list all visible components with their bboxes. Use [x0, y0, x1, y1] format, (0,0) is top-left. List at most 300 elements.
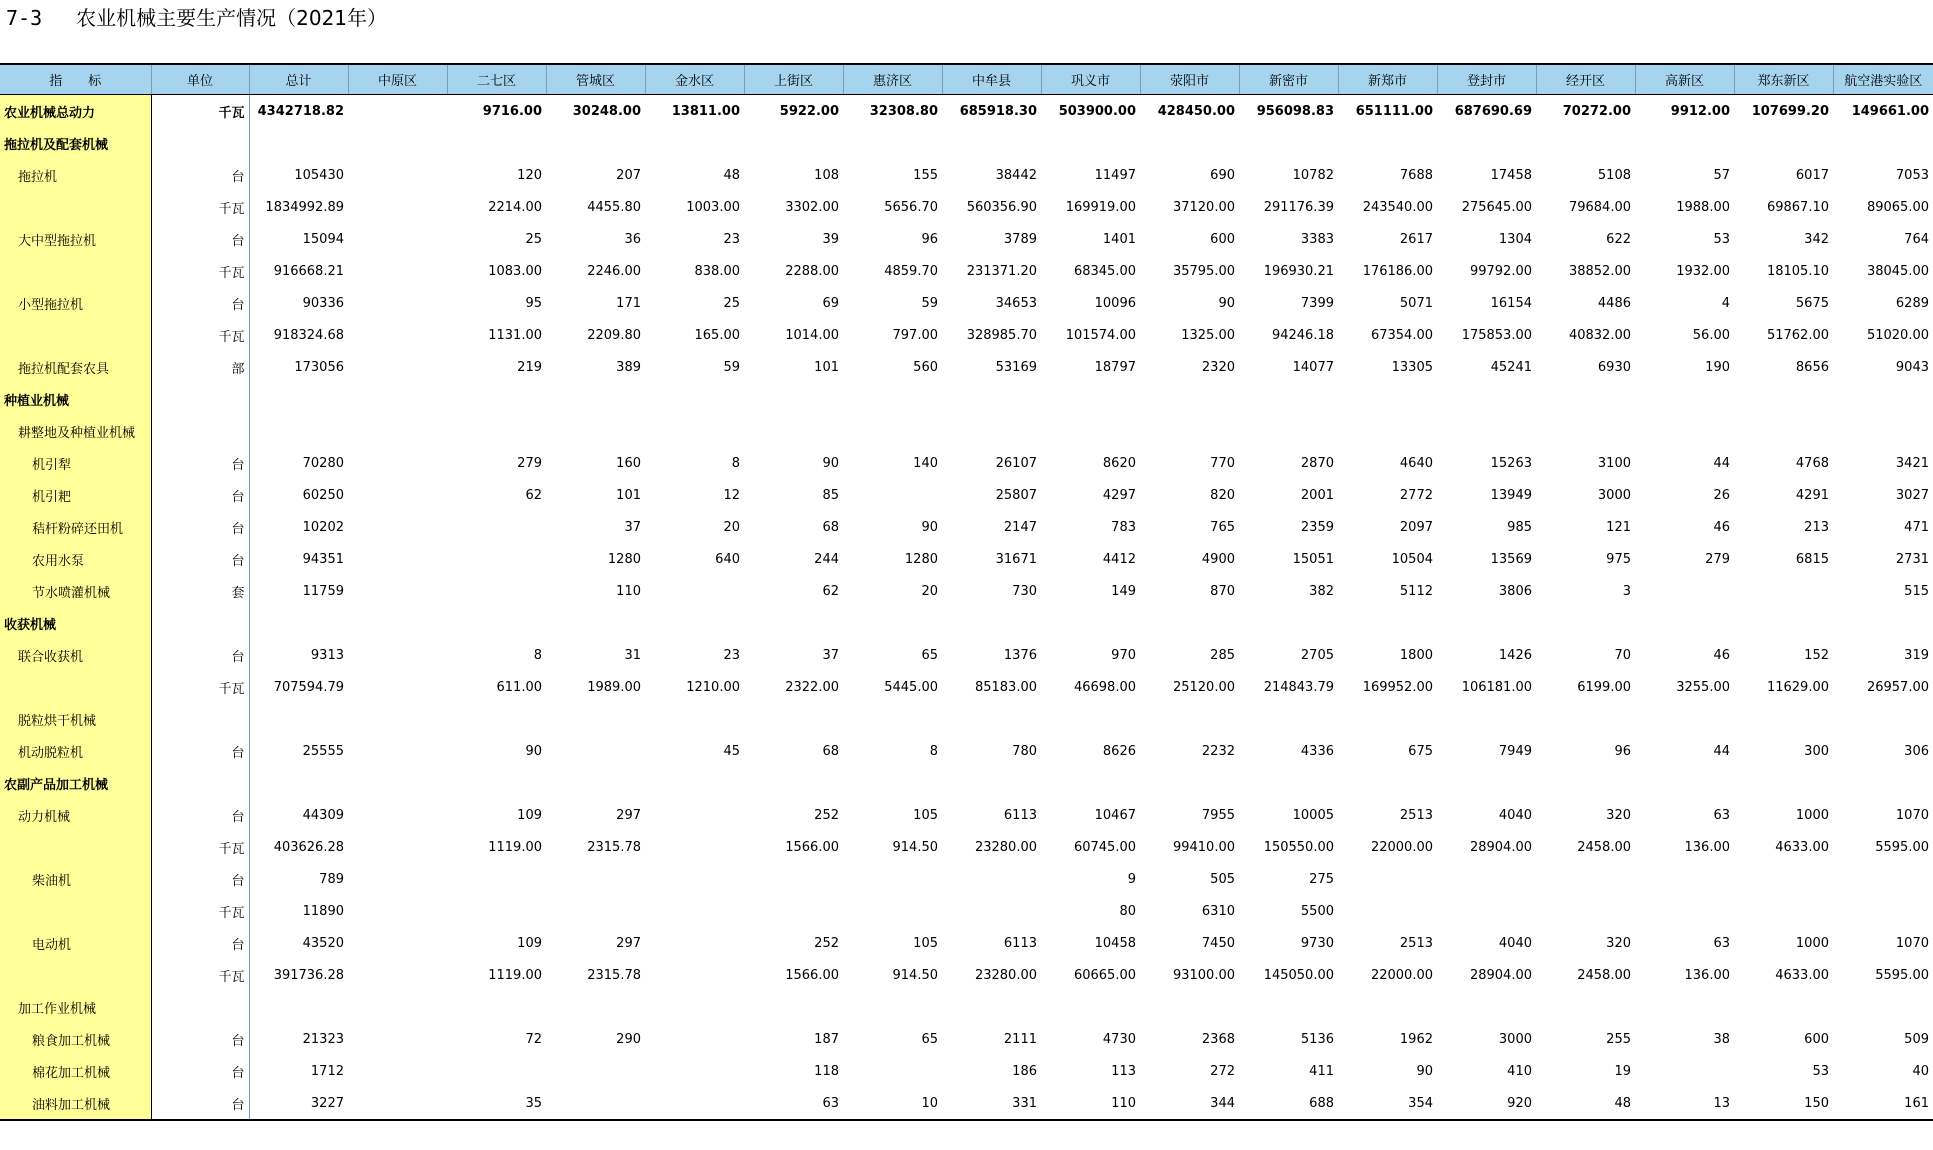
cell-value: [546, 767, 645, 799]
cell-value: 2246.00: [587, 263, 641, 279]
cell-value: 118: [814, 1063, 839, 1079]
cell-value: [348, 447, 447, 479]
cell-value: 4342718.82: [257, 103, 344, 119]
cell-value: [1338, 863, 1437, 895]
cell-value: 30248.00: [572, 103, 641, 119]
cell-value: 956098.83: [1256, 103, 1334, 119]
cell-value: 46698.00: [1073, 679, 1136, 695]
cell-value: [348, 95, 447, 128]
table-row: [0, 607, 1933, 639]
row-label: 节水喷灌机械: [0, 575, 151, 607]
cell-value: 17458: [1490, 167, 1532, 183]
cell-value: 160: [616, 455, 641, 471]
cell-value: 290: [616, 1031, 641, 1047]
cell-value: 411: [1309, 1063, 1334, 1079]
cell-value: 23280.00: [974, 839, 1037, 855]
cell-value: 20: [723, 519, 740, 535]
table-row: [0, 735, 1933, 767]
table-row: [0, 703, 1933, 735]
row-label: 农业机械总动力: [0, 95, 151, 128]
cell-value: [1734, 127, 1833, 159]
cell-value: 53: [1713, 231, 1730, 247]
cell-value: 219: [517, 359, 542, 375]
cell-value: 171: [616, 295, 641, 311]
column-header: 经开区: [1536, 64, 1635, 95]
cell-value: 5108: [1597, 167, 1631, 183]
cell-value: 1834992.89: [265, 199, 344, 215]
row-unit: 套: [151, 575, 249, 607]
cell-value: 920: [1437, 1087, 1536, 1120]
cell-value: 2147: [1003, 519, 1037, 535]
cell-value: 1800: [1399, 647, 1433, 663]
cell-value: 48: [723, 167, 740, 183]
row-label: 加工作业机械: [0, 991, 151, 1023]
cell-value: 11629.00: [1766, 679, 1829, 695]
cell-value: 600: [1804, 1031, 1829, 1047]
cell-value: 28904.00: [1469, 839, 1532, 855]
cell-value: [447, 895, 546, 927]
cell-value: [1635, 1055, 1734, 1087]
cell-value: 2870: [1300, 455, 1334, 471]
row-label: [0, 255, 151, 287]
cell-value: 4412: [1102, 551, 1136, 567]
row-label: 拖拉机: [0, 159, 151, 191]
cell-value: 6199.00: [1577, 679, 1631, 695]
cell-value: 389: [616, 359, 641, 375]
cell-value: 1426: [1498, 647, 1532, 663]
row-label: 小型拖拉机: [0, 287, 151, 319]
cell-value: [1734, 895, 1833, 927]
cell-value: 4640: [1399, 455, 1433, 471]
cell-value: 72: [525, 1031, 542, 1047]
row-label: 脱粒烘干机械: [0, 703, 151, 735]
row-label: 机引犁: [0, 447, 151, 479]
table-row: [0, 319, 1933, 351]
table-row: [0, 927, 1933, 959]
cell-value: 213: [1804, 519, 1829, 535]
cell-value: 23280.00: [974, 967, 1037, 983]
cell-value: 916668.21: [273, 263, 344, 279]
cell-value: [1338, 703, 1437, 735]
cell-value: 770: [1210, 455, 1235, 471]
table-row: [0, 767, 1933, 799]
cell-value: 789: [319, 871, 344, 887]
cell-value: [1140, 703, 1239, 735]
cell-value: [348, 639, 447, 671]
cell-value: 19: [1614, 1063, 1631, 1079]
cell-value: 161: [1833, 1087, 1933, 1120]
cell-value: 8656: [1795, 359, 1829, 375]
cell-value: 279: [1705, 551, 1730, 567]
row-unit: 台: [151, 639, 249, 671]
cell-value: 18105.10: [1766, 263, 1829, 279]
cell-value: 90: [921, 519, 938, 535]
cell-value: 328985.70: [966, 327, 1037, 343]
cell-value: [1833, 767, 1933, 799]
cell-value: 975: [1606, 551, 1631, 567]
cell-value: [1239, 703, 1338, 735]
cell-value: 165.00: [694, 327, 740, 343]
cell-value: 285: [1210, 647, 1235, 663]
cell-value: 10096: [1094, 295, 1136, 311]
cell-value: [645, 1023, 744, 1055]
table-row: [0, 351, 1933, 383]
cell-value: [1338, 895, 1437, 927]
cell-value: 107699.20: [1751, 103, 1829, 119]
cell-value: 36: [624, 231, 641, 247]
cell-value: 38045.00: [1866, 263, 1929, 279]
cell-value: 1119.00: [488, 967, 542, 983]
column-header: 郑东新区: [1734, 64, 1833, 95]
cell-value: 10467: [1094, 807, 1136, 823]
cell-value: 279: [517, 455, 542, 471]
cell-value: 65: [921, 647, 938, 663]
cell-value: [843, 607, 942, 639]
cell-value: 2705: [1300, 647, 1334, 663]
cell-value: 63: [744, 1087, 843, 1120]
cell-value: 6113: [1003, 807, 1037, 823]
cell-value: [1734, 767, 1833, 799]
cell-value: [348, 735, 447, 767]
cell-value: [348, 319, 447, 351]
cell-value: [447, 703, 546, 735]
cell-value: [744, 863, 843, 895]
cell-value: 9716.00: [482, 103, 542, 119]
column-header: 中原区: [348, 64, 447, 95]
cell-value: 34653: [995, 295, 1037, 311]
row-unit: 千瓦: [151, 831, 249, 863]
cell-value: [348, 799, 447, 831]
cell-value: 1000: [1795, 807, 1829, 823]
cell-value: [1734, 703, 1833, 735]
cell-value: 31: [624, 647, 641, 663]
cell-value: 1083.00: [488, 263, 542, 279]
cell-value: 94351: [302, 551, 344, 567]
cell-value: [1437, 863, 1536, 895]
cell-value: [348, 191, 447, 223]
cell-value: 90336: [302, 295, 344, 311]
cell-value: [645, 127, 744, 159]
cell-value: [447, 383, 546, 415]
cell-value: [348, 767, 447, 799]
cell-value: 23: [723, 231, 740, 247]
cell-value: 600: [1210, 231, 1235, 247]
cell-value: 1070: [1895, 807, 1929, 823]
cell-value: [1833, 863, 1933, 895]
cell-value: [249, 127, 348, 159]
cell-value: 5445.00: [884, 679, 938, 695]
cell-value: 838.00: [694, 263, 740, 279]
cell-value: 2368: [1201, 1031, 1235, 1047]
cell-value: 4291: [1795, 487, 1829, 503]
cell-value: 675: [1408, 743, 1433, 759]
cell-value: 1014.00: [785, 327, 839, 343]
cell-value: 187: [814, 1031, 839, 1047]
cell-value: 1000: [1795, 935, 1829, 951]
row-unit: 台: [151, 447, 249, 479]
table-row: [0, 479, 1933, 511]
cell-value: 53169: [995, 359, 1037, 375]
cell-value: 354: [1338, 1087, 1437, 1120]
cell-value: 297: [616, 935, 641, 951]
cell-value: [546, 415, 645, 447]
cell-value: [348, 1055, 447, 1087]
column-header: 新密市: [1239, 64, 1338, 95]
cell-value: 150550.00: [1263, 839, 1334, 855]
cell-value: 331: [942, 1087, 1041, 1120]
cell-value: 3421: [1895, 455, 1929, 471]
cell-value: 90: [1218, 295, 1235, 311]
cell-value: [942, 127, 1041, 159]
cell-value: 18797: [1094, 359, 1136, 375]
cell-value: 37: [624, 519, 641, 535]
row-unit: 千瓦: [151, 895, 249, 927]
row-unit: 台: [151, 159, 249, 191]
cell-value: 176186.00: [1362, 263, 1433, 279]
cell-value: 3100: [1597, 455, 1631, 471]
column-header: 高新区: [1635, 64, 1734, 95]
cell-value: 13811.00: [671, 103, 740, 119]
row-unit: [151, 767, 249, 799]
row-unit: [151, 127, 249, 159]
cell-value: 1304: [1498, 231, 1532, 247]
cell-value: 797.00: [892, 327, 938, 343]
cell-value: 69: [822, 295, 839, 311]
cell-value: 149: [1111, 583, 1136, 599]
cell-value: [1437, 607, 1536, 639]
cell-value: [447, 511, 546, 543]
cell-value: 105430: [294, 167, 344, 183]
table-row: [0, 415, 1933, 447]
cell-value: 2209.80: [587, 327, 641, 343]
cell-value: [447, 543, 546, 575]
cell-value: 707594.79: [273, 679, 344, 695]
cell-value: 6310: [1201, 903, 1235, 919]
cell-value: 300: [1804, 743, 1829, 759]
cell-value: 68: [822, 743, 839, 759]
cell-value: [645, 831, 744, 863]
cell-value: 101: [616, 487, 641, 503]
row-unit: [151, 415, 249, 447]
cell-value: 110: [1041, 1087, 1140, 1120]
column-header: 新郑市: [1338, 64, 1437, 95]
cell-value: 56.00: [1692, 327, 1730, 343]
row-unit: 千瓦: [151, 255, 249, 287]
cell-value: 765: [1210, 519, 1235, 535]
cell-value: [942, 863, 1041, 895]
cell-value: 26: [1713, 487, 1730, 503]
cell-value: [348, 575, 447, 607]
header-row: [0, 64, 1933, 95]
cell-value: 3000: [1498, 1031, 1532, 1047]
cell-value: 169919.00: [1065, 199, 1136, 215]
row-unit: 台: [151, 511, 249, 543]
row-unit: 台: [151, 735, 249, 767]
cell-value: [1239, 767, 1338, 799]
cell-value: 1280: [904, 551, 938, 567]
table-row: [0, 895, 1933, 927]
cell-value: 1070: [1895, 935, 1929, 951]
cell-value: 11890: [302, 903, 344, 919]
cell-value: 70272.00: [1562, 103, 1631, 119]
cell-value: 35795.00: [1172, 263, 1235, 279]
cell-value: 69867.10: [1766, 199, 1829, 215]
cell-value: 207: [616, 167, 641, 183]
cell-value: [1140, 607, 1239, 639]
table-row: [0, 575, 1933, 607]
cell-value: 2097: [1399, 519, 1433, 535]
cell-value: 11497: [1094, 167, 1136, 183]
cell-value: 2315.78: [587, 839, 641, 855]
cell-value: [1437, 991, 1536, 1023]
cell-value: 914.50: [892, 967, 938, 983]
cell-value: [1734, 863, 1833, 895]
cell-value: [348, 287, 447, 319]
cell-value: 320: [1606, 935, 1631, 951]
cell-value: [447, 127, 546, 159]
cell-value: 1962: [1399, 1031, 1433, 1047]
row-unit: 台: [151, 543, 249, 575]
row-label: 联合收获机: [0, 639, 151, 671]
table-row: [0, 191, 1933, 223]
cell-value: 109: [517, 935, 542, 951]
column-header: 中牟县: [942, 64, 1041, 95]
table-row: [0, 255, 1933, 287]
cell-value: [546, 1087, 645, 1120]
table-row: [0, 831, 1933, 863]
cell-value: 85183.00: [974, 679, 1037, 695]
cell-value: 5500: [1300, 903, 1334, 919]
table-row: [0, 1087, 1933, 1120]
cell-value: 57: [1713, 167, 1730, 183]
cell-value: 8626: [1102, 743, 1136, 759]
cell-value: [1833, 127, 1933, 159]
cell-value: 6113: [1003, 935, 1037, 951]
cell-value: [348, 543, 447, 575]
cell-value: 38: [1713, 1031, 1730, 1047]
cell-value: 2458.00: [1577, 839, 1631, 855]
cell-value: [843, 703, 942, 735]
cell-value: 1989.00: [587, 679, 641, 695]
cell-value: 471: [1904, 519, 1929, 535]
cell-value: [1338, 767, 1437, 799]
cell-value: 101574.00: [1065, 327, 1136, 343]
cell-value: 1210.00: [686, 679, 740, 695]
cell-value: 4040: [1498, 935, 1532, 951]
cell-value: [744, 895, 843, 927]
cell-value: 45: [723, 743, 740, 759]
cell-value: 306: [1904, 743, 1929, 759]
cell-value: 685918.30: [959, 103, 1037, 119]
cell-value: 169952.00: [1362, 679, 1433, 695]
row-unit: 千瓦: [151, 671, 249, 703]
cell-value: [645, 383, 744, 415]
cell-value: 96: [921, 231, 938, 247]
cell-value: [1338, 383, 1437, 415]
cell-value: [348, 959, 447, 991]
cell-value: 687690.69: [1454, 103, 1532, 119]
cell-value: 4297: [1102, 487, 1136, 503]
cell-value: [447, 863, 546, 895]
cell-value: [447, 767, 546, 799]
cell-value: 5071: [1399, 295, 1433, 311]
cell-value: 2772: [1399, 487, 1433, 503]
cell-value: [843, 767, 942, 799]
cell-value: [1635, 127, 1734, 159]
cell-value: 101: [814, 359, 839, 375]
cell-value: [1635, 991, 1734, 1023]
cell-value: 38442: [995, 167, 1037, 183]
cell-value: [1536, 127, 1635, 159]
cell-value: 5675: [1795, 295, 1829, 311]
cell-value: 26957.00: [1866, 679, 1929, 695]
cell-value: 7955: [1201, 807, 1235, 823]
cell-value: 13569: [1490, 551, 1532, 567]
cell-value: [1140, 415, 1239, 447]
table-row: [0, 287, 1933, 319]
cell-value: 70: [1614, 647, 1631, 663]
row-unit: 台: [151, 1023, 249, 1055]
cell-value: 149661.00: [1851, 103, 1929, 119]
cell-value: [1239, 991, 1338, 1023]
cell-value: 4040: [1498, 807, 1532, 823]
cell-value: 1401: [1102, 231, 1136, 247]
cell-value: [1536, 415, 1635, 447]
cell-value: [843, 479, 942, 511]
cell-value: 2322.00: [785, 679, 839, 695]
cell-value: 108: [814, 167, 839, 183]
table-row: [0, 639, 1933, 671]
cell-value: [843, 991, 942, 1023]
cell-value: 10782: [1292, 167, 1334, 183]
cell-value: 2731: [1895, 551, 1929, 567]
cell-value: 51762.00: [1766, 327, 1829, 343]
row-label: 油料加工机械: [0, 1087, 151, 1120]
cell-value: 5656.70: [884, 199, 938, 215]
cell-value: [942, 607, 1041, 639]
cell-value: [1635, 863, 1734, 895]
cell-value: [1635, 415, 1734, 447]
cell-value: [942, 991, 1041, 1023]
cell-value: 6815: [1795, 551, 1829, 567]
cell-value: 8620: [1102, 455, 1136, 471]
row-label: 机动脱粒机: [0, 735, 151, 767]
cell-value: [1635, 895, 1734, 927]
row-unit: 千瓦: [151, 95, 249, 128]
row-label: 耕整地及种植业机械: [0, 415, 151, 447]
cell-value: 21323: [302, 1031, 344, 1047]
cell-value: 121: [1606, 519, 1631, 535]
row-unit: 台: [151, 863, 249, 895]
cell-value: 403626.28: [273, 839, 344, 855]
cell-value: [645, 415, 744, 447]
cell-value: [843, 1055, 942, 1087]
cell-value: 7450: [1201, 935, 1235, 951]
cell-value: [1041, 991, 1140, 1023]
cell-value: 39: [822, 231, 839, 247]
column-header: 二七区: [447, 64, 546, 95]
cell-value: 44309: [302, 807, 344, 823]
data-table: [0, 63, 1933, 1121]
cell-value: 32308.80: [869, 103, 938, 119]
row-unit: 台: [151, 1055, 249, 1087]
cell-value: 38852.00: [1568, 263, 1631, 279]
cell-value: [546, 127, 645, 159]
cell-value: 95: [525, 295, 542, 311]
table-row: [0, 799, 1933, 831]
cell-value: 85: [822, 487, 839, 503]
cell-value: [1338, 991, 1437, 1023]
